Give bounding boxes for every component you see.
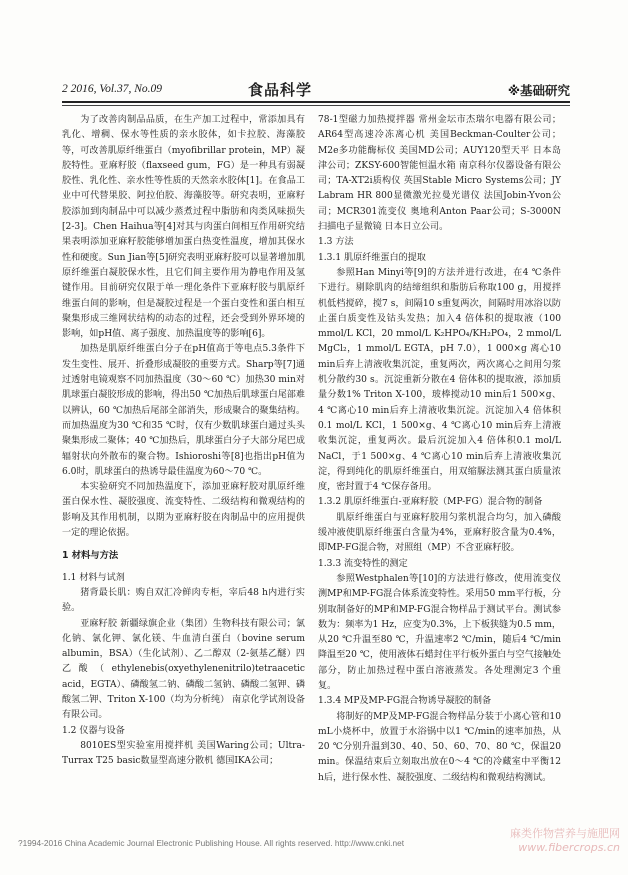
spacer [62, 541, 305, 548]
body-paragraph: 将制好的MP及MP-FG混合物样品分装于小离心管和10 mL小烧杯中，放置于水浴锅中以1 ℃/min的速率加热，从20 ℃分别升温到30、40、50、60、70、80 ℃，保温20 min。保温结束后立刻取出放在0～4 ℃的冷藏室中平衡12 h后，进行保水性、凝胶强度、二级结构和微观结构测试。 [318, 711, 561, 783]
subsection-heading: 1.1 材料与试剂 [62, 572, 125, 583]
body-paragraph: 亚麻籽胶 新疆绿旗企业（集团）生物科技有限公司；氯化钠、氯化钾、氯化镁、牛血清白蛋白（bovine serum albumin，BSA）（生化试剂）、乙二醇双（2-氨基乙醚）四乙酸（ethylenebis(oxyethylenenitrilo)tetraacetic acid，EGTA）、磷酸氢二钠、磷酸二氢钠、磷酸二氢钾、磷酸氢二钾、Triton X-100（均为分析纯） 南京化学试剂设备有限公司。 [62, 618, 305, 721]
section-heading: 1 材料与方法 [62, 550, 119, 562]
journal-title: 食品科学 [248, 81, 313, 99]
body-paragraph: 本实验研究不同加热温度下，添加亚麻籽胶对肌原纤维蛋白保水性、凝胶强度、流变特性、二级结构和微观结构的影响及其作用机制，以期为亚麻籽胶在肉制品中的应用提供一定的理论依据。 [62, 482, 305, 539]
issue-info: 2 2016, Vol.37, No.09 [62, 83, 162, 95]
subsection-heading: 1.2 仪器与设备 [62, 725, 125, 736]
right-column [318, 113, 561, 786]
copyright-footer: ?1994-2016 China Academic Journal Electronic Publishing House. All rights reserved. http://www.cnki.net [18, 838, 405, 848]
watermark-url: www.fibercrops.cn [518, 841, 620, 854]
body-paragraph: 78-1型磁力加热搅拌器 常州金坛市杰瑞尔电器有限公司；AR64型高速冷冻离心机 美国Beckman-Coulter公司；M2e多功能酶标仪 美国MD公司；AUY120型天平 日本岛津公司；ZKSY-600智能恒温水箱 南京科尔仪器设备有限公司；TA-XT2i质构仪 英国Stable Micro Systems公司；JY Labram HR 800显微激光拉曼光谱仪 法国Jobin-Yvon公司；MCR301流变仪 奥地利Anton Paar公司；S-3000N扫描电子显微镜 日本日立公司。 [318, 115, 561, 233]
header-rule-thin [62, 105, 570, 106]
body-paragraph: 猪背最长肌：购自双汇冷鲜肉专柜，宰后48 h内进行实验。 [62, 587, 305, 614]
body-paragraph: 为了改善肉制品品质，在生产加工过程中，常添加具有乳化、增稠、保水等性质的亲水胶体，如卡拉胶、海藻胶等，可改善肌原纤维蛋白（myofibrillar protein，MP）凝胶特性。亚麻籽胶（flaxseed gum，FG）是一种具有弱凝胶性、乳化性、亲水性等性质的天然亲水胶体[1]。在食品工业中可代替果胶、阿拉伯胶、海藻胶等。研究表明，亚麻籽胶添加到肉制品中可以减少蒸煮过程中脂肪和肉类风味损失[2-3]。Chen Haihua等[4]对其与肉蛋白间相互作用研究结果表明添加亚麻籽胶能够增加蛋白热变性温度，增加其保水性和硬度。Sun Jian等[5]研究表明亚麻籽胶可以显著增加肌原纤维蛋白凝胶保水性，且它们间主要作用为静电作用及氢键作用。目前研究仅限于单一理化条件下亚麻籽胶与肌原纤维蛋白间的影响，但是凝胶过程是一个蛋白变性和蛋白相互聚集形成三维网状结构的动态的过程，还会受到外界环境的影响，如pH值、离子强度、加热温度等的影响[6]。 [62, 115, 305, 340]
subsection-heading: 1.3.2 肌原纤维蛋白-亚麻籽胶（MP-FG）混合物的制备 [318, 497, 543, 508]
subsection-heading: 1.3.1 肌原纤维蛋白的提取 [318, 252, 426, 263]
body-paragraph: 加热是肌原纤维蛋白分子在pH值高于等电点5.3条件下发生变性、展开、折叠形成凝胶的重要方式。Sharp等[7]通过透射电镜观察不同加热温度（30～60 ℃）加热30 min对肌球蛋白凝胶形成的影响，得出50 ℃加热后肌球蛋白尾部难以辨认，60 ℃加热后尾部全部消失，形成聚合的聚集结构。而加热温度为30 ℃和35 ℃时，仅有少数肌球蛋白通过头头聚集形成二聚体；40 ℃加热后，肌球蛋白分子大部分尾巴成辐射状向外散布的聚合物。Ishioroshi等[8]也指出pH值为6.0时，肌球蛋白的热诱导最佳温度为60～70 ℃。 [62, 344, 305, 477]
site-watermark [500, 827, 620, 855]
watermark-title: 麻类作物营养与施肥网 [510, 827, 620, 840]
running-header [62, 80, 570, 102]
header-rule [62, 101, 570, 103]
left-column [62, 113, 305, 769]
body-paragraph: 8010ES型实验室用搅拌机 美国Waring公司；Ultra-Turrax T25 basic数显型高速分散机 德国IKA公司； [62, 740, 305, 767]
body-paragraph: 肌原纤维蛋白与亚麻籽胶用匀浆机混合均匀，加入磷酸缓冲液使肌原纤维蛋白含量为4%，亚麻籽胶含量为0.4%，即MP-FG混合物，对照组（MP）不含亚麻籽胶。 [318, 512, 561, 554]
body-paragraph: 参照Westphalen等[10]的方法进行修改，使用流变仪测MP和MP-FG混合体系流变特性。采用50 mm平行板，分别取制备好的MP和MP-FG混合物样品于测试平台。测试参数为：频率为1 Hz，应变为0.3%，上下板狭缝为0.5 mm，从20 ℃升温至80 ℃，升温速率2 ℃/min，随后4 ℃/min降温至20 ℃，使用液体石蜡封住平行板外蛋白与空气接触处部分，防止加热过程中蛋白溶液蒸发。各处理测定3 个重复。 [318, 573, 561, 691]
subsection-heading: 1.3.3 流变特性的测定 [318, 558, 408, 569]
subsection-heading: 1.3.4 MP及MP-FG混合物诱导凝胶的制备 [318, 696, 492, 707]
section-label: ※基础研究 [507, 83, 570, 98]
subsection-heading: 1.3 方法 [318, 237, 354, 248]
spacer [62, 564, 305, 571]
body-paragraph: 参照Han Minyi等[9]的方法并进行改进，在4 ℃条件下进行。剔除肌肉的结缔组织和脂肪后称取100 g，用搅拌机低档搅碎，搅7 s，间隔10 s重复两次，间隔时用冰浴以防止蛋白质变性及钴头发热；加入4 倍体积的提取液（100 mmol/L KCl，20 mmol/L K₂HPO₄/KH₂PO₄，2 mmol/L MgCl₂，1 mmol/L EGTA，pH 7.0），1 000×g 离心10 min后弃上清液收集沉淀，重复两次，两次离心之间用匀浆机分散约30 s。沉淀重新分散在4 倍体积的提取液，添加质量分数1% Triton X-100，玻棒搅动10 min后1 500×g、4 ℃离心10 min后弃上清液收集沉淀。沉淀加入4 倍体积0.1 mol/L KCl，1 500×g、4 ℃离心10 min后弃上清液收集沉淀，重复两次。最后沉淀加入4 倍体积0.1 mol/L NaCl，于1 500×g、4 ℃离心10 min后弃上清液收集沉淀，得到纯化的肌原纤维蛋白，用双缩脲法测其蛋白质量浓度，密封置于4 ℃保存备用。 [318, 267, 561, 493]
